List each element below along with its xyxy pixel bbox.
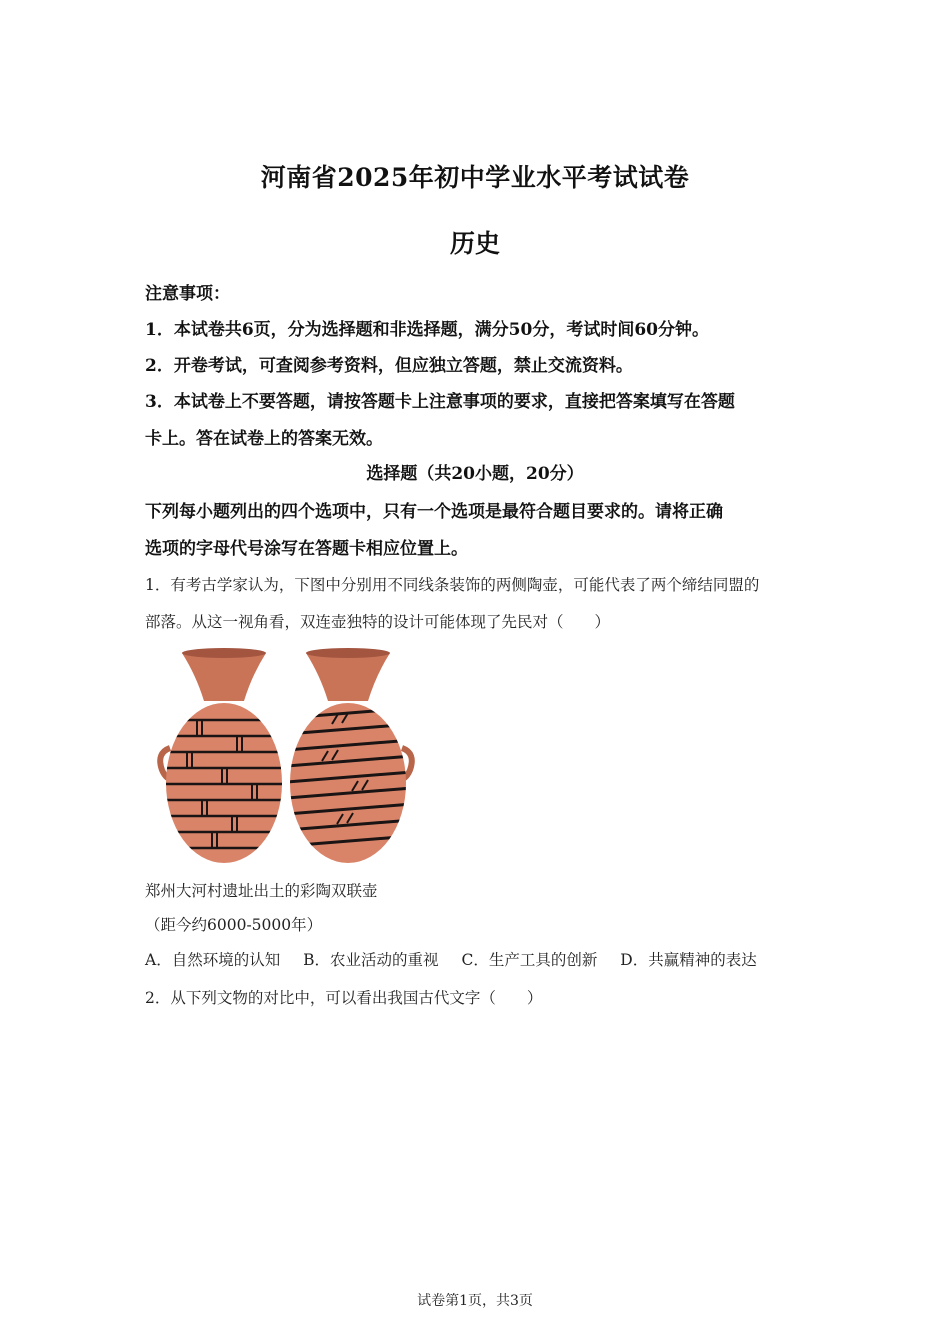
page-footer: 试卷第1页，共3页 <box>417 1293 533 1309</box>
notice-item-3: 3．本试卷上不要答题，请按答题卡上注意事项的要求，直接把答案填写在答题 <box>145 392 735 412</box>
option-c: C．生产工具的创新 <box>461 951 598 969</box>
image-period: （距今约6000-5000年） <box>145 916 323 934</box>
notice-item-3-cont: 卡上。答在试卷上的答案无效。 <box>145 429 383 449</box>
notice-heading: 注意事项： <box>145 284 230 304</box>
image-caption: 郑州大河村遗址出土的彩陶双联壶 <box>145 882 378 900</box>
notice-item-1: 1．本试卷共6页，分为选择题和非选择题，满分50分，考试时间60分钟。 <box>145 320 709 340</box>
section-heading: 选择题（共20小题，20分） <box>366 464 584 484</box>
subject-title: 历史 <box>449 229 500 258</box>
question-2-text: 2．从下列文物的对比中，可以看出我国古代文字（ ） <box>145 989 543 1007</box>
question-1-options <box>145 944 775 976</box>
notice-item-2: 2．开卷考试，可查阅参考资料，但应独立答题，禁止交流资料。 <box>145 356 633 376</box>
option-a: A．自然环境的认知 <box>145 951 281 969</box>
double-vase-image <box>152 648 422 863</box>
exam-title: 河南省2025年初中学业水平考试试卷 <box>260 163 690 192</box>
section-instruction-1: 下列每小题列出的四个选项中，只有一个选项是最符合题目要求的。请将正确 <box>145 502 723 522</box>
question-1-text-2: 部落。从这一视角看，双连壶独特的设计可能体现了先民对（ ） <box>145 613 611 631</box>
option-b: B．农业活动的重视 <box>303 951 439 969</box>
question-1-text-1: 1．有考古学家认为，下图中分别用不同线条装饰的两侧陶壶，可能代表了两个缔结同盟的 <box>145 576 760 594</box>
option-d: D．共赢精神的表达 <box>620 951 757 969</box>
section-instruction-2: 选项的字母代号涂写在答题卡相应位置上。 <box>145 539 468 559</box>
